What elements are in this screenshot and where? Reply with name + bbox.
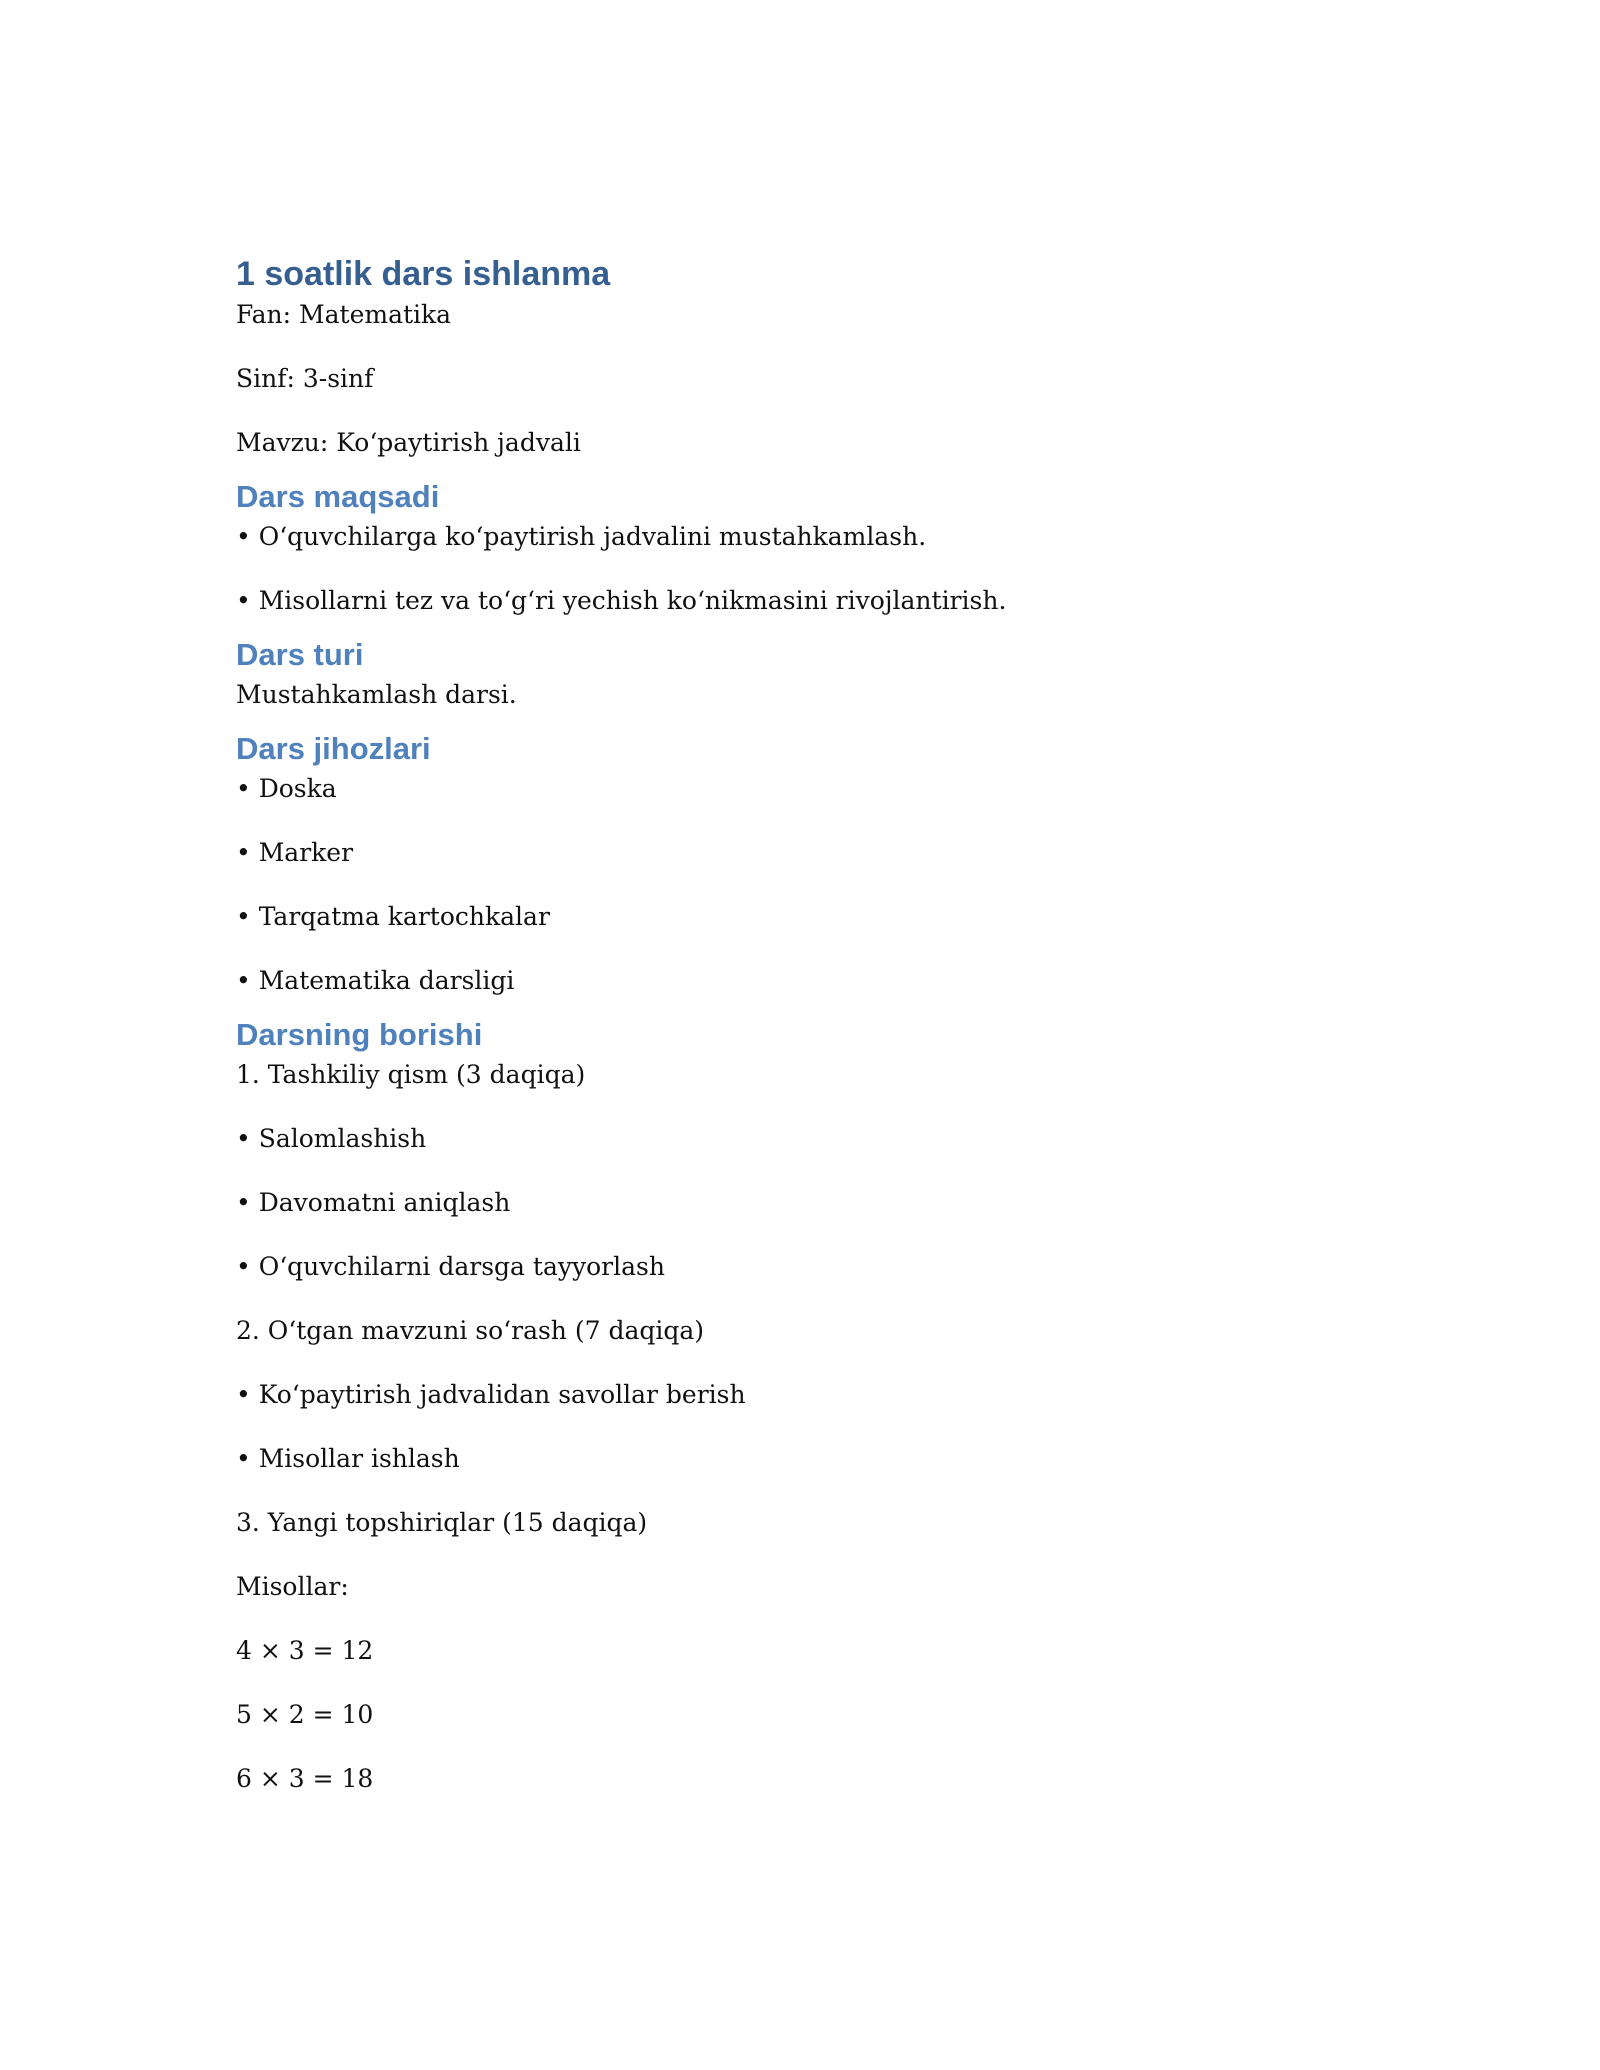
section-heading: Dars turi: [236, 637, 364, 672]
bullet-item: • Salomlashish: [236, 1124, 427, 1153]
section-heading: Dars jihozlari: [236, 731, 431, 766]
bullet-item: • Misollar ishlash: [236, 1444, 460, 1473]
bullet-item: • Tarqatma kartochkalar: [236, 902, 550, 931]
section-heading: Darsning borishi: [236, 1017, 483, 1052]
bullet-item: • O‘quvchilarni darsga tayyorlash: [236, 1252, 665, 1281]
bullet-item: • Ko‘paytirish jadvalidan savollar berish: [236, 1380, 746, 1409]
subject-line: Fan: Matematika: [236, 300, 452, 329]
math-example: 6 × 3 = 18: [236, 1764, 374, 1793]
bullet-item: • Marker: [236, 838, 354, 867]
section-lesson-type: [236, 638, 1366, 710]
bullet-item: • O‘quvchilarga ko‘paytirish jadvalini mustahkamlash.: [236, 522, 927, 551]
bullet-item: • Doska: [236, 774, 337, 803]
document-title: 1 soatlik dars ishlanma: [236, 255, 611, 293]
section-heading: Dars maqsadi: [236, 479, 440, 514]
paragraph: Misollar:: [236, 1572, 349, 1601]
bullet-item: • Misollarni tez va to‘g‘ri yechish ko‘nikmasini rivojlantirish.: [236, 586, 1007, 615]
bullet-item: • Davomatni aniqlash: [236, 1188, 511, 1217]
topic-line: Mavzu: Ko‘paytirish jadvali: [236, 428, 581, 457]
section-lesson-goal: [236, 480, 1366, 616]
section-lesson-process: [236, 1018, 1366, 1794]
bullet-item: • Matematika darsligi: [236, 966, 515, 995]
section-lesson-equipment: [236, 732, 1366, 996]
grade-line: Sinf: 3-sinf: [236, 364, 374, 393]
math-example: 5 × 2 = 10: [236, 1700, 374, 1729]
math-example: 4 × 3 = 12: [236, 1636, 374, 1665]
numbered-step: 1. Tashkiliy qism (3 daqiqa): [236, 1060, 586, 1089]
paragraph: Mustahkamlash darsi.: [236, 680, 517, 709]
document-header: [236, 256, 1366, 458]
numbered-step: 2. O‘tgan mavzuni so‘rash (7 daqiqa): [236, 1316, 705, 1345]
document-content: [236, 256, 1366, 1816]
numbered-step: 3. Yangi topshiriqlar (15 daqiqa): [236, 1508, 648, 1537]
